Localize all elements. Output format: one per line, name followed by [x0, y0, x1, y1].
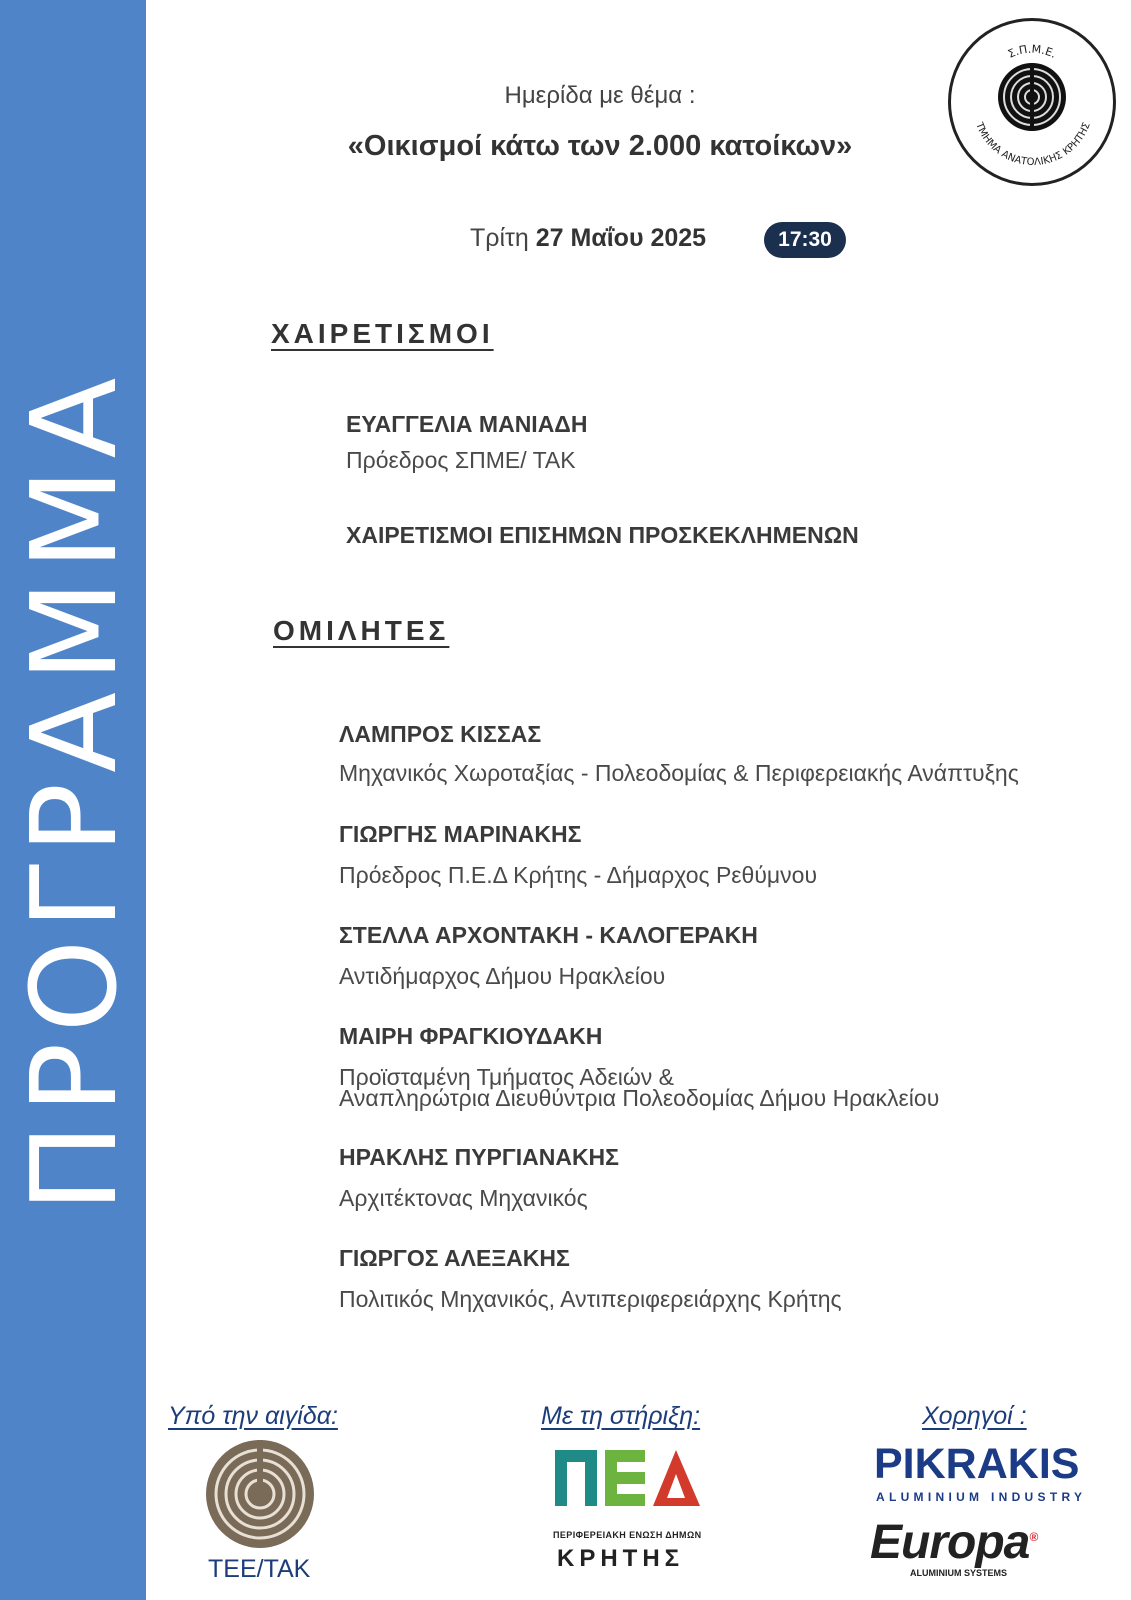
support-label: Με τη στήριξη:	[541, 1402, 701, 1430]
program-title: ΠΡΟΓΡΑΜΜΑ	[5, 367, 143, 1213]
tee-tak-logo	[205, 1439, 315, 1549]
speaker-role-line2: Αναπληρώτρια Διευθύντρια Πολεοδομίας Δήμου Ηρακλείου	[339, 1085, 940, 1111]
topic-label: Ημερίδα με θέμα :	[504, 82, 696, 109]
aegis-caption: ΤΕΕ/ΤΑΚ	[208, 1555, 311, 1583]
speaker-role: Πρόεδρος Π.Ε.Δ Κρήτης - Δήμαρχος Ρεθύμνου	[339, 862, 818, 888]
sponsors-label: Χορηγοί :	[922, 1402, 1027, 1430]
speaker-role: Πολιτικός Μηχανικός, Αντιπεριφερειάρχης Κρήτης	[339, 1286, 842, 1312]
speaker-role: Μηχανικός Χωροταξίας - Πολεοδομίας & Περιφερειακής Ανάπτυξης	[339, 760, 1019, 786]
ped-big-caption: ΚΡΗΤΗΣ	[557, 1545, 685, 1572]
logo-bottom-text: ΤΜΗΜΑ ΑΝΑΤΟΛΙΚΗΣ ΚΡΗΤΗΣ	[973, 121, 1093, 169]
europa-logo	[870, 1515, 1037, 1570]
tee-labyrinth-icon	[206, 1440, 314, 1548]
ped-small-caption: ΠΕΡΙΦΕΡΕΙΑΚΗ ΕΝΩΣΗ ΔΗΜΩΝ	[553, 1530, 702, 1540]
speaker-role: Αρχιτέκτονας Μηχανικός	[339, 1185, 588, 1211]
speaker-name: ΗΡΑΚΛΗΣ ΠΥΡΓΙΑΝΑΚΗΣ	[339, 1144, 619, 1170]
logo-top-text: Σ.Π.Μ.Ε.	[1005, 42, 1059, 61]
aegis-label: Υπό την αιγίδα:	[168, 1402, 338, 1430]
europa-wordmark: Europa	[870, 1516, 1030, 1569]
event-date: 27 Μαΐου 2025	[535, 224, 707, 252]
svg-text:Σ.Π.Μ.Ε.	[1006, 43, 1058, 61]
speaker-role: Προϊσταμένη Τμήματος Αδειών &	[339, 1064, 675, 1090]
speakers-heading: ΟΜΙΛΗΤΕΣ	[273, 615, 450, 646]
event-time-badge: 17:30	[764, 222, 846, 258]
pikrakis-tagline: ALUMINIUM INDUSTRY	[876, 1490, 1087, 1504]
pikrakis-logo: PIKRAKIS	[874, 1440, 1080, 1488]
event-date-line	[470, 224, 706, 253]
ped-logo	[555, 1450, 700, 1522]
speaker-name: ΓΙΩΡΓΗΣ ΜΑΡΙΝΑΚΗΣ	[339, 821, 582, 847]
greeting-name: ΕΥΑΓΓΕΛΙΑ ΜΑΝΙΑΔΗ	[346, 411, 588, 437]
speaker-role: Αντιδήμαρχος Δήμου Ηρακλείου	[339, 963, 666, 989]
europa-registered-mark: ®	[1029, 1530, 1038, 1544]
greeting-role: Πρόεδρος ΣΠΜΕ/ ΤΑΚ	[346, 447, 576, 473]
event-day: Τρίτη	[470, 224, 529, 252]
sidebar-band	[0, 0, 146, 1600]
topic-title: «Οικισμοί κάτω των 2.000 κατοίκων»	[347, 130, 853, 162]
ped-logo-mark	[555, 1450, 700, 1522]
greetings-heading: ΧΑΙΡΕΤΙΣΜΟΙ	[271, 318, 494, 349]
speaker-name: ΜΑΙΡΗ ΦΡΑΓΚΙΟΥΔΑΚΗ	[339, 1023, 603, 1049]
europa-tagline: ALUMINIUM SYSTEMS	[910, 1568, 1008, 1578]
speaker-name: ΓΙΩΡΓΟΣ ΑΛΕΞΑΚΗΣ	[339, 1245, 570, 1271]
speaker-name: ΣΤΕΛΛΑ ΑΡΧΟΝΤΑΚΗ - ΚΑΛΟΓΕΡΑΚΗ	[339, 922, 758, 948]
speaker-name: ΛΑΜΠΡΟΣ ΚΙΣΣΑΣ	[339, 721, 542, 747]
officials-greetings: ΧΑΙΡΕΤΙΣΜΟΙ ΕΠΙΣΗΜΩΝ ΠΡΟΣΚΕΚΛΗΜΕΝΩΝ	[346, 522, 859, 548]
